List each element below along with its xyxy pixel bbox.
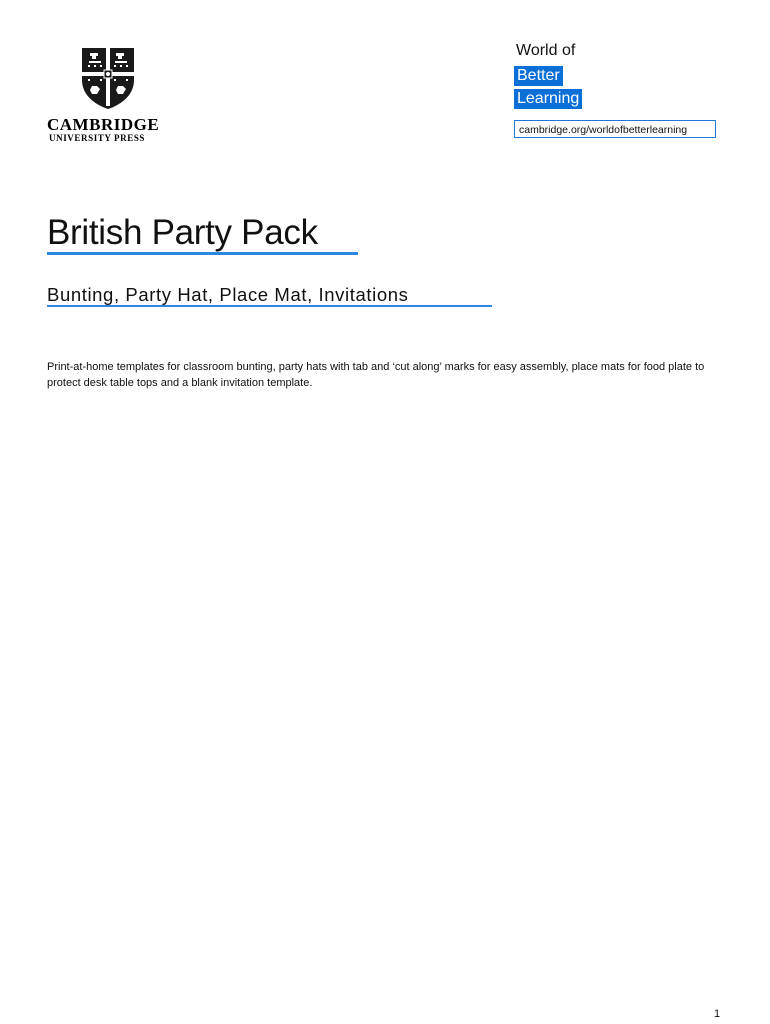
document-subtitle: Bunting, Party Hat, Place Mat, Invitations bbox=[47, 284, 409, 305]
title-underline bbox=[47, 252, 358, 255]
publisher-subname: UNIVERSITY PRESS bbox=[49, 133, 146, 143]
cambridge-crest-icon bbox=[80, 46, 136, 110]
logo-line-learning: Learning bbox=[514, 89, 582, 109]
document-description: Print-at-home templates for classroom bunting, party hats with tab and ‘cut along’ marks for easy assembly, place mats for food plate to protect desk table tops and a blank invitation template. bbox=[47, 361, 705, 389]
campaign-url-link[interactable]: cambridge.org/worldofbetterlearning bbox=[514, 120, 716, 138]
document-title: British Party Pack bbox=[47, 213, 318, 252]
page-number: 1 bbox=[714, 1008, 721, 1020]
logo-line-better: Better bbox=[514, 66, 563, 86]
publisher-name: CAMBRIDGE bbox=[47, 115, 160, 134]
subtitle-underline bbox=[47, 305, 492, 307]
logo-line-world-of: World of bbox=[516, 42, 576, 59]
